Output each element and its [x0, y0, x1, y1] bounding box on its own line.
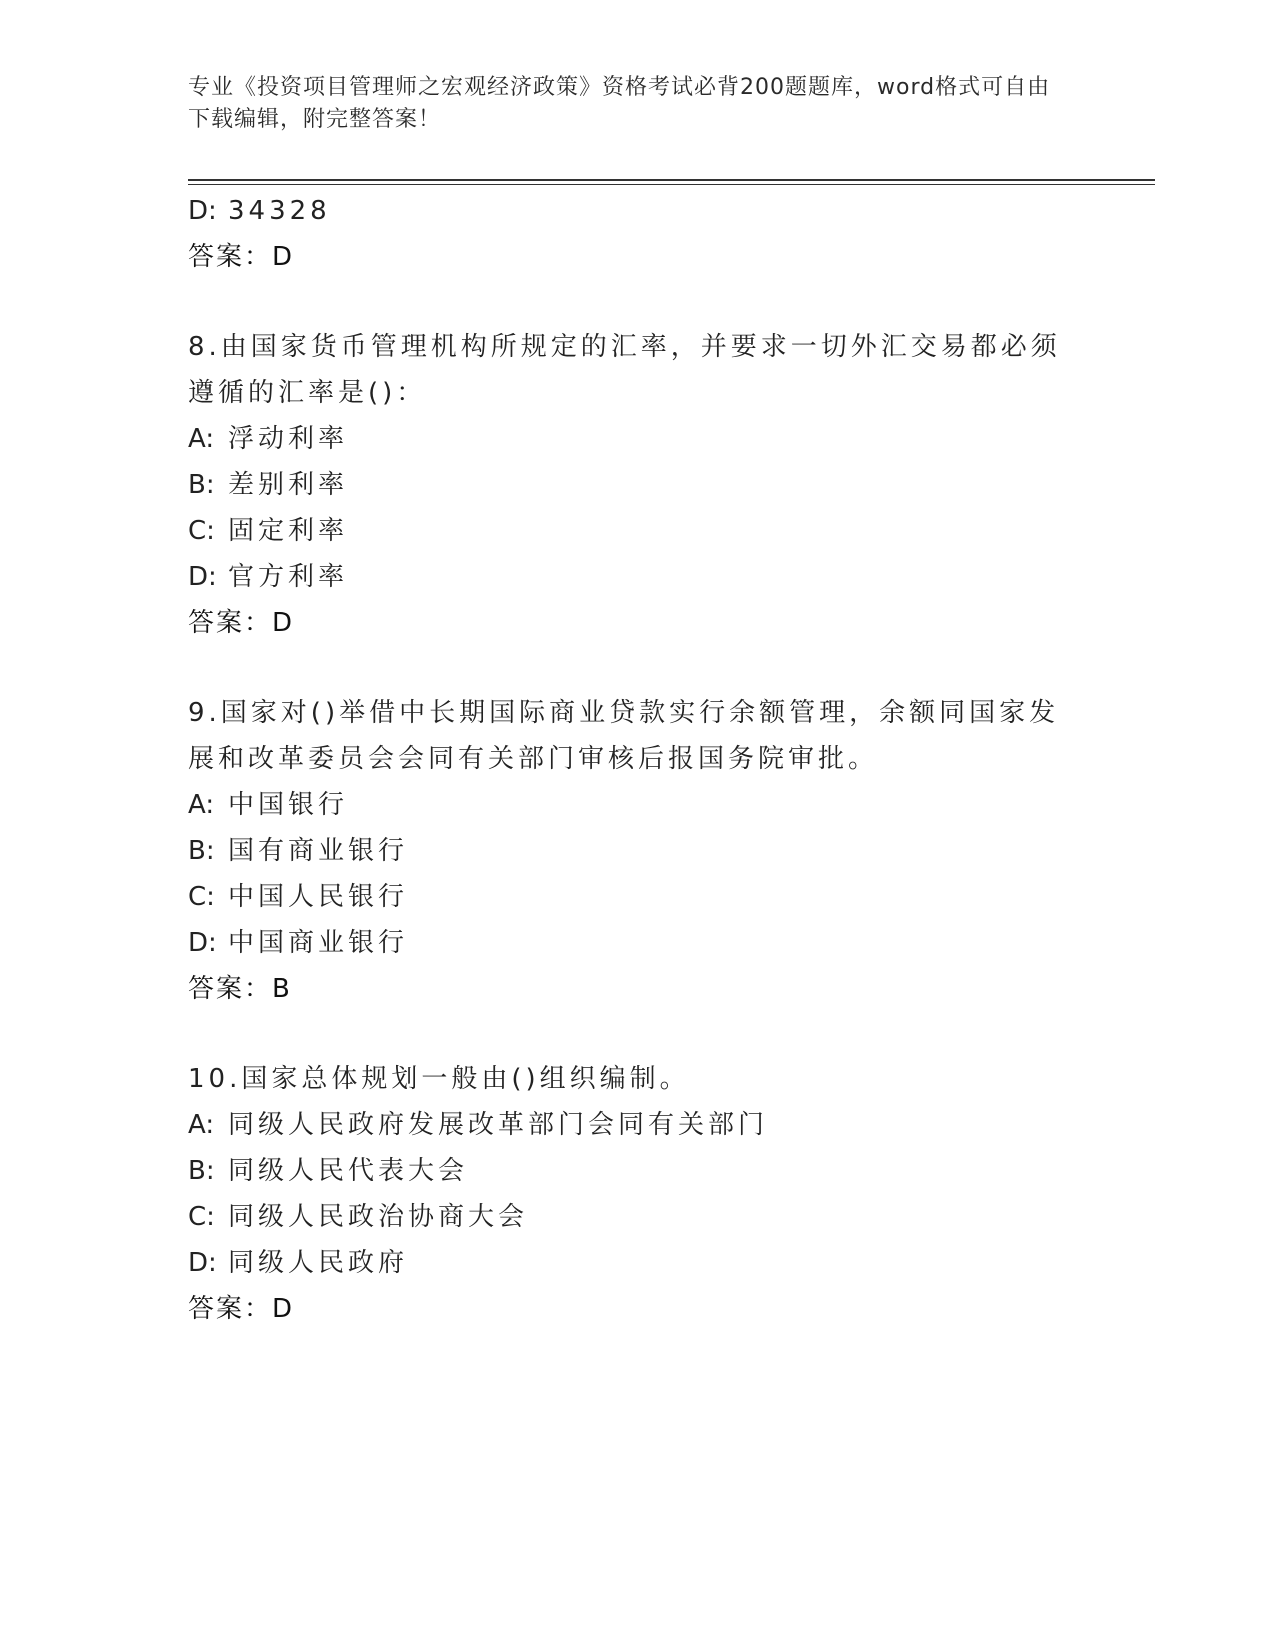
option-letter: B:	[188, 836, 215, 866]
question-stem: 8.由国家货币管理机构所规定的汇率，并要求一切外汇交易都必须遵循的汇率是()：	[188, 332, 1061, 408]
document-body	[188, 188, 1088, 1332]
option-text: 固定利率	[228, 516, 349, 546]
option-text: 中国人民银行	[228, 882, 409, 912]
answer-line: 答案：B	[188, 974, 292, 1004]
option-text: 同级人民政治协商大会	[228, 1202, 529, 1232]
option-letter: D:	[188, 196, 217, 226]
option-b	[188, 828, 1088, 874]
option-b	[188, 1148, 1088, 1194]
answer-line: 答案：D	[188, 1294, 295, 1324]
option-letter: B:	[188, 1156, 215, 1186]
option-letter: A:	[188, 1110, 215, 1140]
option-letter: C:	[188, 882, 215, 912]
option-c	[188, 874, 1088, 920]
option-b	[188, 462, 1088, 508]
option-text: 34328	[228, 196, 331, 226]
option-letter: B:	[188, 470, 215, 500]
option-text: 同级人民代表大会	[228, 1156, 469, 1186]
option-text: 中国银行	[228, 790, 349, 820]
option-letter: A:	[188, 790, 215, 820]
option-text: 同级人民政府	[228, 1248, 409, 1278]
option-text: 差别利率	[228, 470, 349, 500]
option-d	[188, 920, 1088, 966]
answer-line: 答案：D	[188, 242, 295, 272]
option-c	[188, 508, 1088, 554]
option-a	[188, 782, 1088, 828]
option-letter: D:	[188, 928, 217, 958]
header-rule	[188, 179, 1155, 181]
option-d	[188, 188, 1088, 234]
option-letter: C:	[188, 516, 215, 546]
question-stem: 10.国家总体规划一般由()组织编制。	[188, 1064, 690, 1094]
option-a	[188, 416, 1088, 462]
option-c	[188, 1194, 1088, 1240]
option-text: 浮动利率	[228, 424, 349, 454]
option-d	[188, 554, 1088, 600]
option-text: 同级人民政府发展改革部门会同有关部门	[228, 1110, 769, 1140]
option-text: 官方利率	[228, 562, 349, 592]
option-text: 中国商业银行	[228, 928, 409, 958]
header-rule-thin	[188, 184, 1155, 185]
option-letter: A:	[188, 424, 215, 454]
option-d	[188, 1240, 1088, 1286]
option-letter: C:	[188, 1202, 215, 1232]
question-stem: 9.国家对()举借中长期国际商业贷款实行余额管理，余额同国家发展和改革委员会会同有关部门审核后报国务院审批。	[188, 698, 1060, 774]
option-a	[188, 1102, 1088, 1148]
option-letter: D:	[188, 562, 217, 592]
option-letter: D:	[188, 1248, 217, 1278]
option-text: 国有商业银行	[228, 836, 409, 866]
document-header: 专业《投资项目管理师之宏观经济政策》资格考试必背200题题库，word格式可自由下载编辑，附完整答案！	[188, 75, 1051, 132]
answer-line: 答案：D	[188, 608, 295, 638]
